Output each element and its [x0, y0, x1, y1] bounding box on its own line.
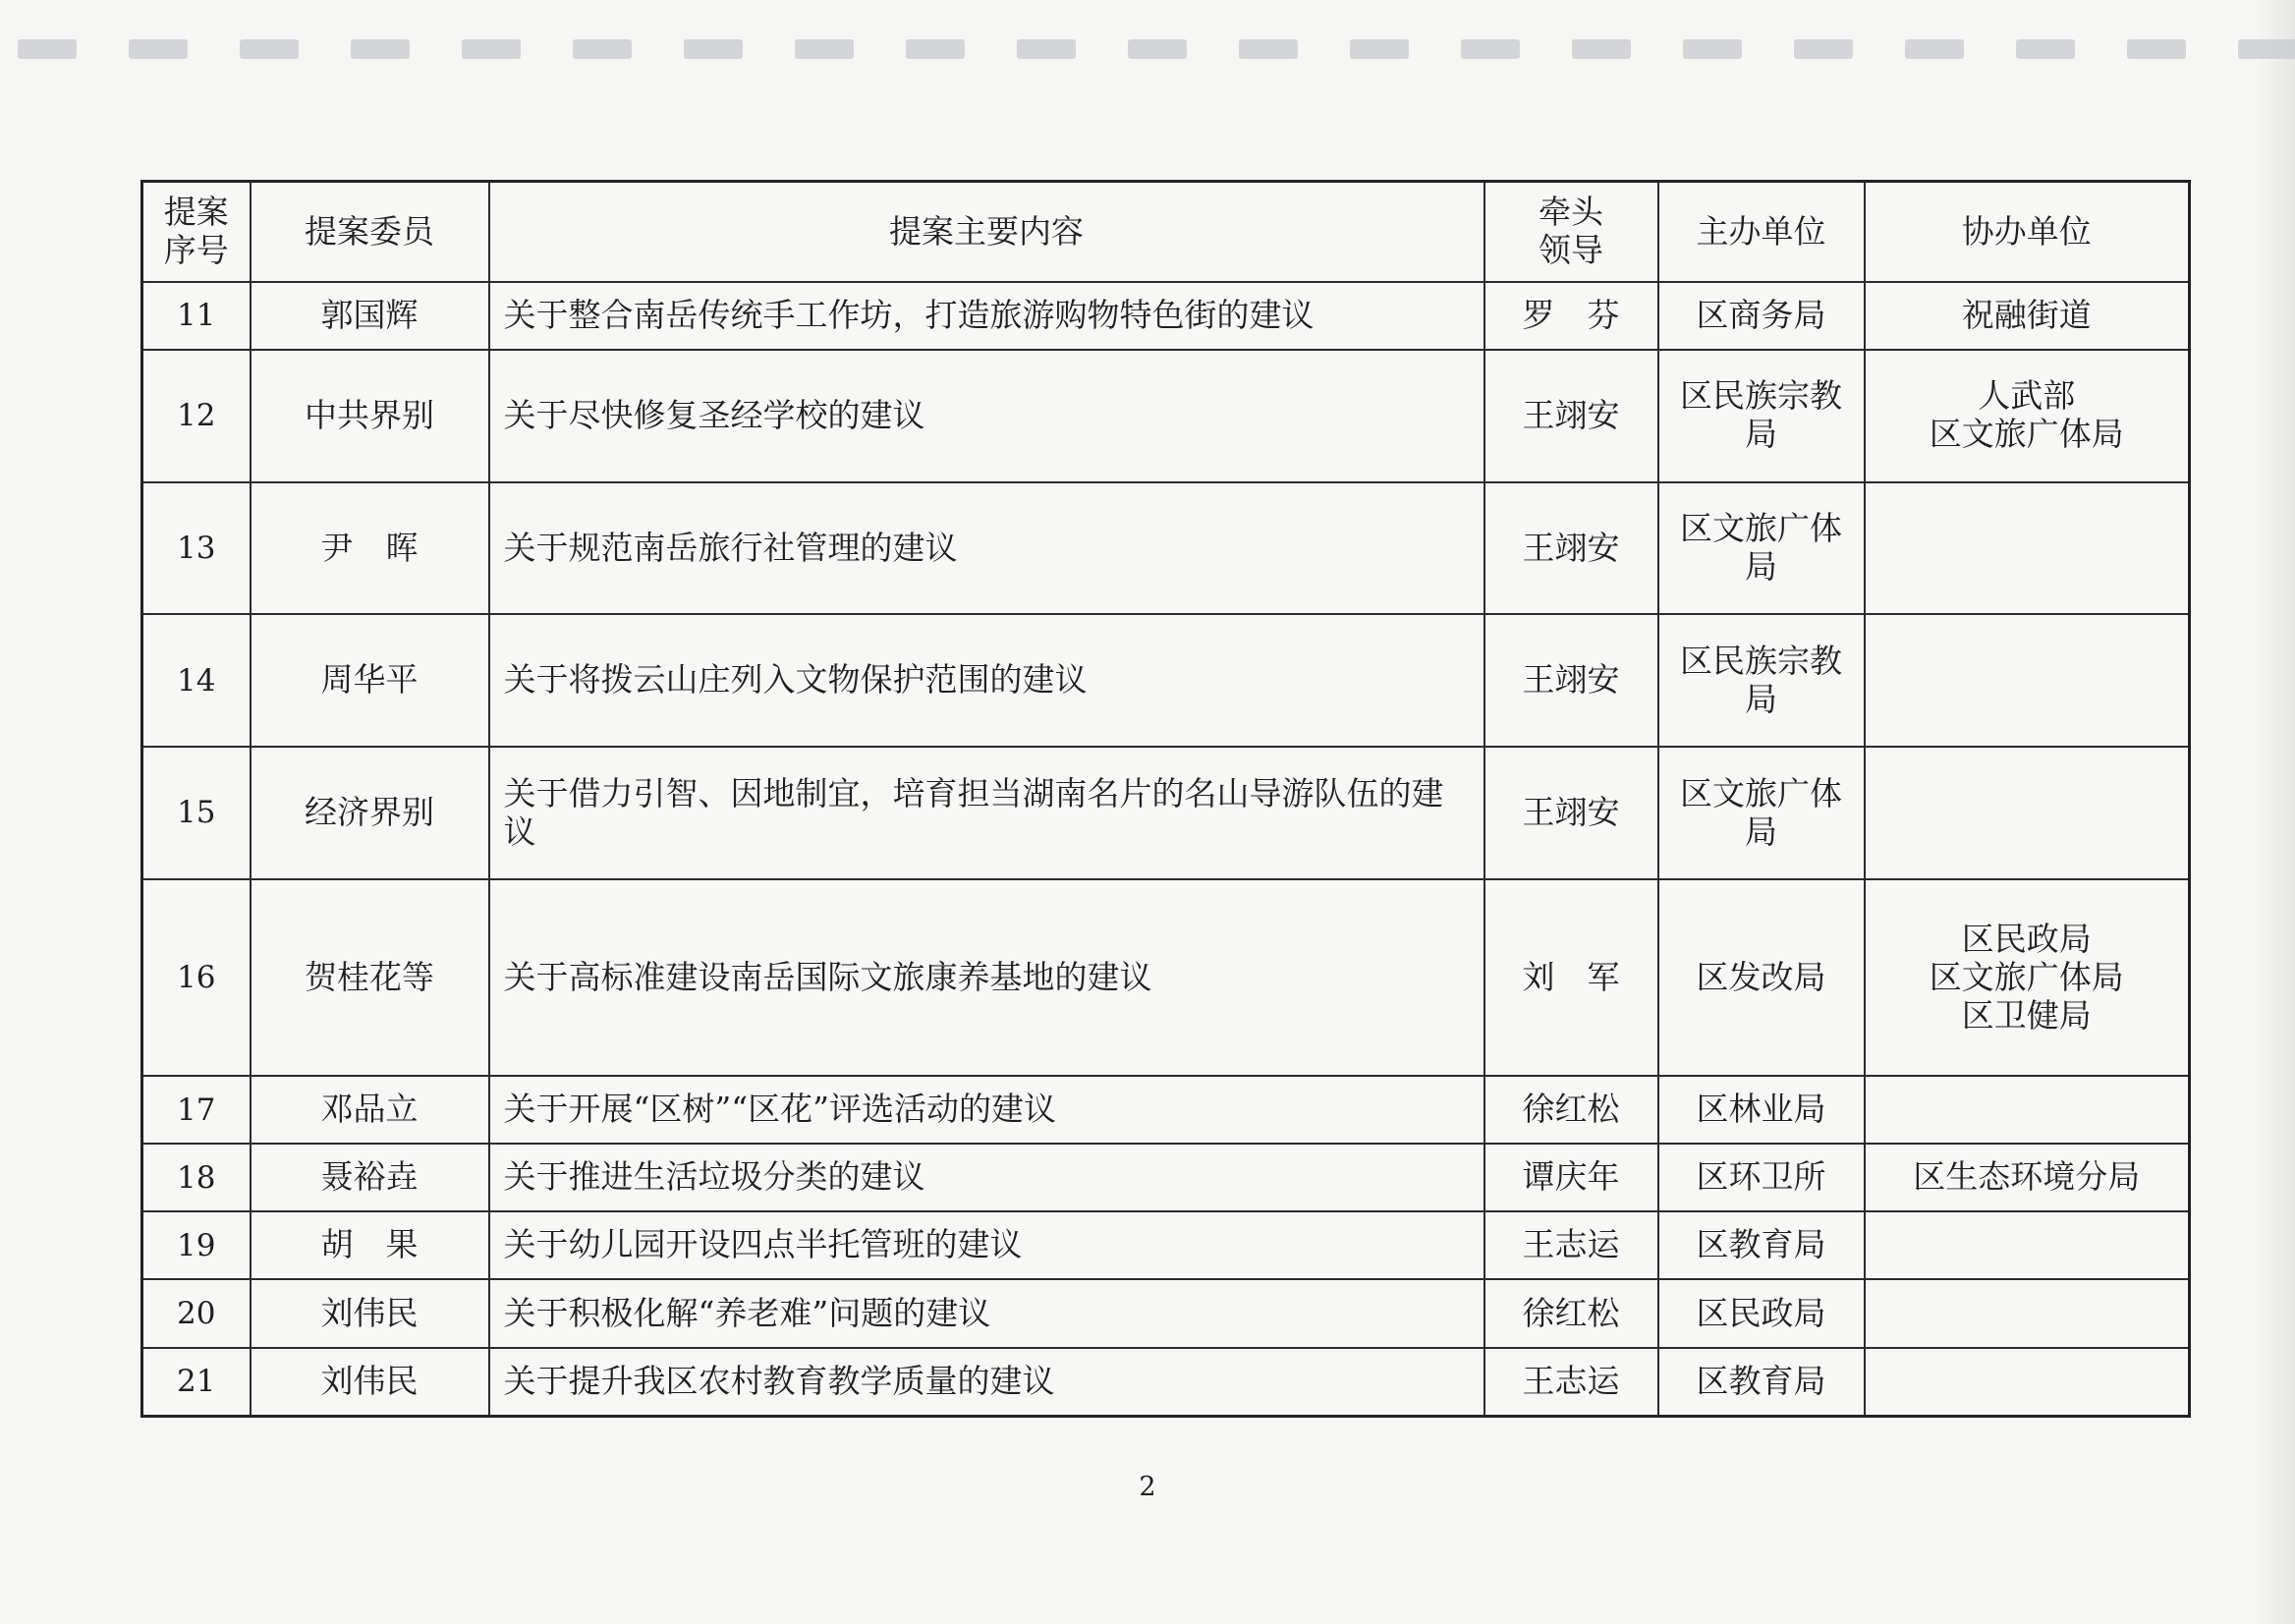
cell-main-unit: 区民政局 [1658, 1279, 1865, 1347]
proposal-table [140, 180, 2191, 1418]
cell-main-unit: 区商务局 [1658, 282, 1865, 350]
cell-member: 经济界别 [251, 747, 489, 879]
table-row [142, 1348, 2190, 1417]
binding-hole [1794, 39, 1853, 59]
binding-hole [1350, 39, 1409, 59]
scan-edge-shadow [2256, 0, 2295, 1624]
cell-main-unit: 区民族宗教局 [1658, 350, 1865, 482]
cell-assist-unit [1865, 614, 2190, 747]
cell-content: 关于规范南岳旅行社管理的建议 [489, 482, 1484, 615]
cell-assist-unit [1865, 1279, 2190, 1347]
header-main-unit: 主办单位 [1658, 182, 1865, 283]
cell-content: 关于提升我区农村教育教学质量的建议 [489, 1348, 1484, 1417]
cell-main-unit: 区文旅广体局 [1658, 747, 1865, 879]
table-row [142, 1144, 2190, 1211]
binding-hole [462, 39, 521, 59]
table-row [142, 747, 2190, 879]
binding-hole [1461, 39, 1520, 59]
cell-content: 关于推进生活垃圾分类的建议 [489, 1144, 1484, 1211]
table-row [142, 1211, 2190, 1279]
binding-hole [573, 39, 632, 59]
binding-hole [2016, 39, 2075, 59]
cell-num: 13 [142, 482, 251, 615]
cell-content: 关于借力引智、因地制宜，培育担当湖南名片的名山导游队伍的建议 [489, 747, 1484, 879]
cell-leader: 徐红松 [1484, 1076, 1658, 1144]
binding-hole [351, 39, 410, 59]
binding-hole [1017, 39, 1076, 59]
cell-num: 16 [142, 879, 251, 1076]
cell-leader: 王翊安 [1484, 747, 1658, 879]
cell-main-unit: 区民族宗教局 [1658, 614, 1865, 747]
table-row [142, 879, 2190, 1076]
binding-hole [1905, 39, 1964, 59]
proposal-table-container [140, 180, 2188, 1418]
header-num-line2: 序号 [163, 231, 229, 269]
header-num [142, 182, 251, 283]
header-leader-line1: 牵头 [1539, 193, 1603, 232]
cell-num: 17 [142, 1076, 251, 1144]
cell-num: 14 [142, 614, 251, 747]
header-member: 提案委员 [251, 182, 489, 283]
binding-hole [2127, 39, 2186, 59]
cell-assist-unit [1865, 1076, 2190, 1144]
table-row [142, 482, 2190, 615]
table-row [142, 1279, 2190, 1347]
binding-hole [18, 39, 77, 59]
cell-leader: 刘 军 [1484, 879, 1658, 1076]
table-row [142, 614, 2190, 747]
cell-member: 尹 晖 [251, 482, 489, 615]
binding-hole [795, 39, 854, 59]
cell-assist-unit: 祝融街道 [1865, 282, 2190, 350]
cell-leader: 王翊安 [1484, 350, 1658, 482]
cell-member: 贺桂花等 [251, 879, 489, 1076]
cell-leader: 罗 芬 [1484, 282, 1658, 350]
header-assist-unit: 协办单位 [1865, 182, 2190, 283]
binding-hole [1128, 39, 1187, 59]
binding-hole [906, 39, 965, 59]
cell-main-unit: 区环卫所 [1658, 1144, 1865, 1211]
cell-assist-unit [1865, 482, 2190, 615]
cell-content: 关于开展“区树”“区花”评选活动的建议 [489, 1076, 1484, 1144]
cell-member: 中共界别 [251, 350, 489, 482]
cell-member: 周华平 [251, 614, 489, 747]
cell-content: 关于整合南岳传统手工作坊，打造旅游购物特色街的建议 [489, 282, 1484, 350]
cell-leader: 谭庆年 [1484, 1144, 1658, 1211]
cell-leader: 王志运 [1484, 1211, 1658, 1279]
cell-leader: 王翊安 [1484, 482, 1658, 615]
cell-num: 11 [142, 282, 251, 350]
cell-member: 刘伟民 [251, 1348, 489, 1417]
table-header-row [142, 182, 2190, 283]
binding-hole-strip [0, 29, 2295, 59]
table-row [142, 350, 2190, 482]
binding-hole [1572, 39, 1631, 59]
binding-hole [129, 39, 188, 59]
binding-hole [684, 39, 743, 59]
cell-member: 刘伟民 [251, 1279, 489, 1347]
binding-hole [240, 39, 299, 59]
cell-main-unit: 区教育局 [1658, 1211, 1865, 1279]
table-row [142, 282, 2190, 350]
cell-main-unit: 区文旅广体局 [1658, 482, 1865, 615]
cell-assist-unit [1865, 747, 2190, 879]
cell-num: 15 [142, 747, 251, 879]
cell-member: 胡 果 [251, 1211, 489, 1279]
cell-num: 21 [142, 1348, 251, 1417]
page-number: 2 [1139, 1472, 1156, 1502]
cell-num: 12 [142, 350, 251, 482]
header-leader-line2: 领导 [1539, 231, 1603, 269]
binding-hole [1683, 39, 1742, 59]
cell-num: 18 [142, 1144, 251, 1211]
cell-main-unit: 区林业局 [1658, 1076, 1865, 1144]
cell-member: 郭国辉 [251, 282, 489, 350]
cell-content: 关于将拨云山庄列入文物保护范围的建议 [489, 614, 1484, 747]
table-row [142, 1076, 2190, 1144]
cell-assist-unit: 区民政局 区文旅广体局 区卫健局 [1865, 879, 2190, 1076]
header-leader [1484, 182, 1658, 283]
cell-num: 19 [142, 1211, 251, 1279]
cell-assist-unit [1865, 1348, 2190, 1417]
cell-assist-unit: 区生态环境分局 [1865, 1144, 2190, 1211]
cell-member: 邓品立 [251, 1076, 489, 1144]
binding-hole [1239, 39, 1298, 59]
cell-num: 20 [142, 1279, 251, 1347]
cell-content: 关于幼儿园开设四点半托管班的建议 [489, 1211, 1484, 1279]
cell-leader: 王翊安 [1484, 614, 1658, 747]
cell-member: 聂裕垚 [251, 1144, 489, 1211]
header-num-line1: 提案 [163, 193, 229, 232]
table-body [142, 282, 2190, 1417]
cell-content: 关于积极化解“养老难”问题的建议 [489, 1279, 1484, 1347]
cell-leader: 王志运 [1484, 1348, 1658, 1417]
cell-leader: 徐红松 [1484, 1279, 1658, 1347]
header-content: 提案主要内容 [489, 182, 1484, 283]
cell-content: 关于尽快修复圣经学校的建议 [489, 350, 1484, 482]
cell-main-unit: 区教育局 [1658, 1348, 1865, 1417]
cell-assist-unit: 人武部 区文旅广体局 [1865, 350, 2190, 482]
cell-main-unit: 区发改局 [1658, 879, 1865, 1076]
cell-assist-unit [1865, 1211, 2190, 1279]
cell-content: 关于高标准建设南岳国际文旅康养基地的建议 [489, 879, 1484, 1076]
